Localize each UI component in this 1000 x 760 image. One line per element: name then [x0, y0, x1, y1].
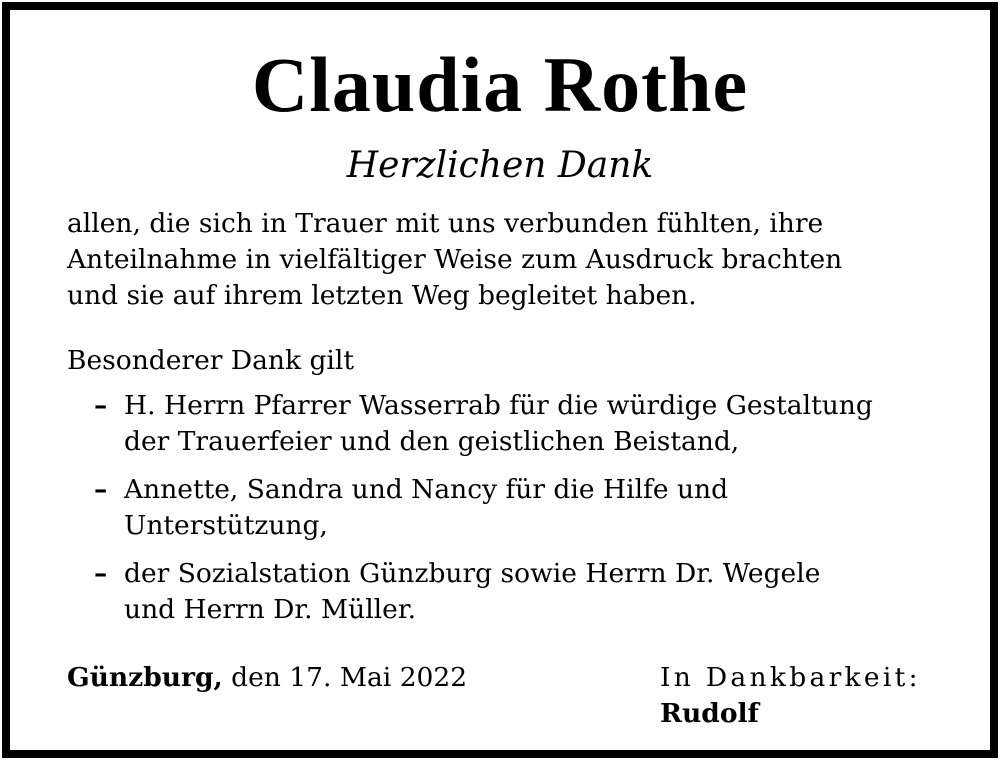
subtitle: Herzlichen Dank: [346, 145, 654, 186]
deceased-name: Claudia Rothe: [251, 41, 749, 128]
notice-frame: [2, 2, 998, 758]
dash-bullet: –: [94, 558, 108, 589]
intro-line: und sie auf ihrem letzten Weg begleitet haben.: [67, 280, 697, 311]
list-item: [94, 556, 873, 628]
list-item: [94, 388, 873, 460]
signature-block: [660, 660, 921, 732]
dash-bullet: –: [94, 474, 108, 505]
list-item-line: und Herrn Dr. Müller.: [124, 594, 417, 625]
list-item-line: Unterstützung,: [124, 510, 328, 541]
intro-line: allen, die sich in Trauer mit uns verbunden fühlten, ihre: [67, 208, 824, 239]
date: den 17. Mai 2022: [222, 662, 468, 693]
thanks-list: [94, 388, 873, 640]
list-item-line: der Trauerfeier und den geistlichen Beistand,: [124, 426, 740, 457]
list-item-line: H. Herrn Pfarrer Wasserrab für die würdige Gestaltung: [124, 390, 873, 421]
signer-name: Rudolf: [660, 698, 759, 729]
list-item: [94, 472, 873, 544]
place-date: [67, 660, 467, 696]
closing-text: In Dankbarkeit:: [660, 662, 921, 693]
list-item-line: Annette, Sandra und Nancy für die Hilfe und: [124, 474, 729, 505]
lead-text: Besonderer Dank gilt: [67, 345, 355, 376]
place: Günzburg,: [67, 662, 223, 693]
list-item-line: der Sozialstation Günzburg sowie Herrn Dr. Wegele: [124, 558, 821, 589]
intro-line: Anteilnahme in vielfältiger Weise zum Ausdruck brachten: [67, 244, 843, 275]
dash-bullet: –: [94, 390, 108, 421]
intro-paragraph: [67, 206, 842, 314]
